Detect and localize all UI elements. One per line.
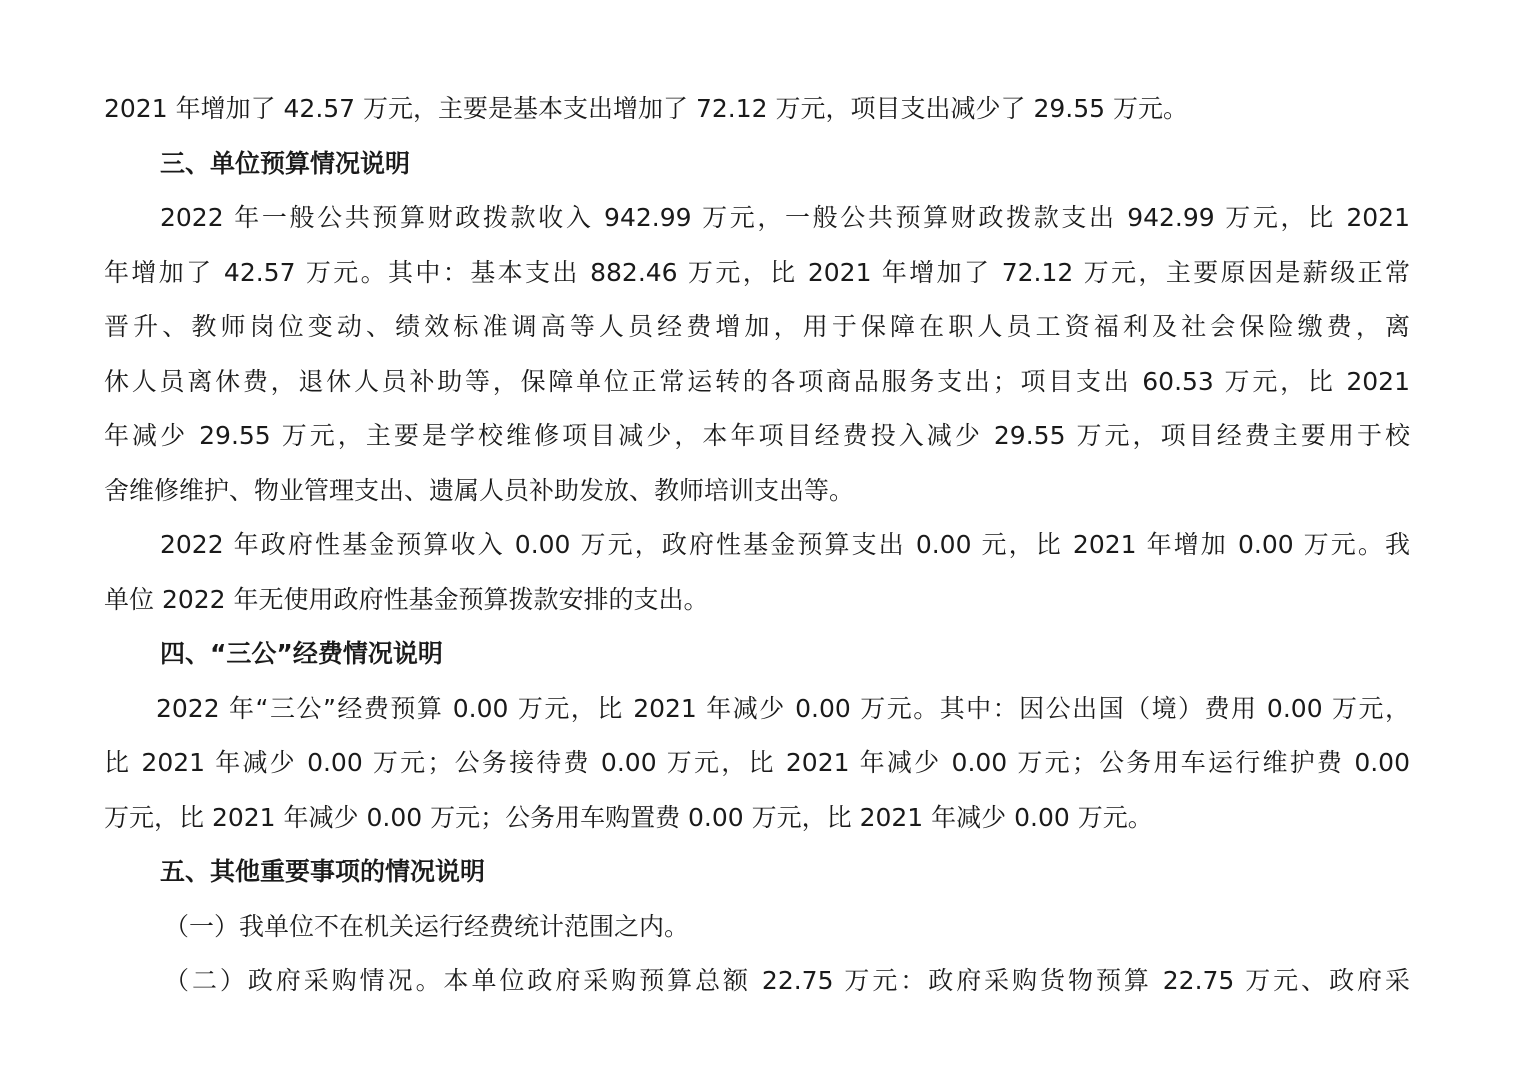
paragraph-line: 2022 年“三公”经费预算 0.00 万元，比 2021 年减少 0.00 万元。其中：因公出国（境）费用 0.00 万元， <box>156 693 1410 723</box>
section-heading-5: 五、其他重要事项的情况说明 <box>160 857 486 886</box>
list-item: （一）我单位不在机关运行经费统计范围之内。 <box>164 911 690 941</box>
paragraph-line: 2022 年一般公共预算财政拨款收入 942.99 万元，一般公共预算财政拨款支出 942.99 万元，比 2021 <box>160 203 1410 232</box>
paragraph-line: 年减少 29.55 万元，主要是学校维修项目减少，本年项目经费投入减少 29.55 万元，项目经费主要用于校 <box>104 421 1410 450</box>
section-heading-4: 四、“三公”经费情况说明 <box>160 639 443 668</box>
document-page <box>104 82 1410 1009</box>
list-item: （二）政府采购情况。本单位政府采购预算总额 22.75 万元：政府采购货物预算 22.75 万元、政府采 <box>164 966 1410 995</box>
paragraph-line: 舍维修维护、物业管理支出、遗属人员补助发放、教师培训支出等。 <box>104 475 855 505</box>
paragraph-line: 晋升、教师岗位变动、绩效标准调高等人员经费增加，用于保障在职人员工资福利及社会保险缴费，离 <box>104 312 1410 341</box>
paragraph-line: 单位 2022 年无使用政府性基金预算拨款安排的支出。 <box>104 584 709 614</box>
paragraph-line: 2021 年增加了 42.57 万元，主要是基本支出增加了 72.12 万元，项目支出减少了 29.55 万元。 <box>104 94 1188 123</box>
paragraph-line: 比 2021 年减少 0.00 万元；公务接待费 0.00 万元，比 2021 年减少 0.00 万元；公务用车运行维护费 0.00 <box>104 748 1410 777</box>
paragraph-line: 万元，比 2021 年减少 0.00 万元；公务用车购置费 0.00 万元，比 2021 年减少 0.00 万元。 <box>104 802 1153 832</box>
paragraph-line: 2022 年政府性基金预算收入 0.00 万元，政府性基金预算支出 0.00 元，比 2021 年增加 0.00 万元。我 <box>160 530 1410 559</box>
paragraph-line: 年增加了 42.57 万元。其中：基本支出 882.46 万元，比 2021 年增加了 72.12 万元，主要原因是薪级正常 <box>104 257 1410 287</box>
paragraph-line: 休人员离休费，退休人员补助等，保障单位正常运转的各项商品服务支出；项目支出 60.53 万元，比 2021 <box>104 366 1410 396</box>
section-heading-3: 三、单位预算情况说明 <box>160 148 411 178</box>
